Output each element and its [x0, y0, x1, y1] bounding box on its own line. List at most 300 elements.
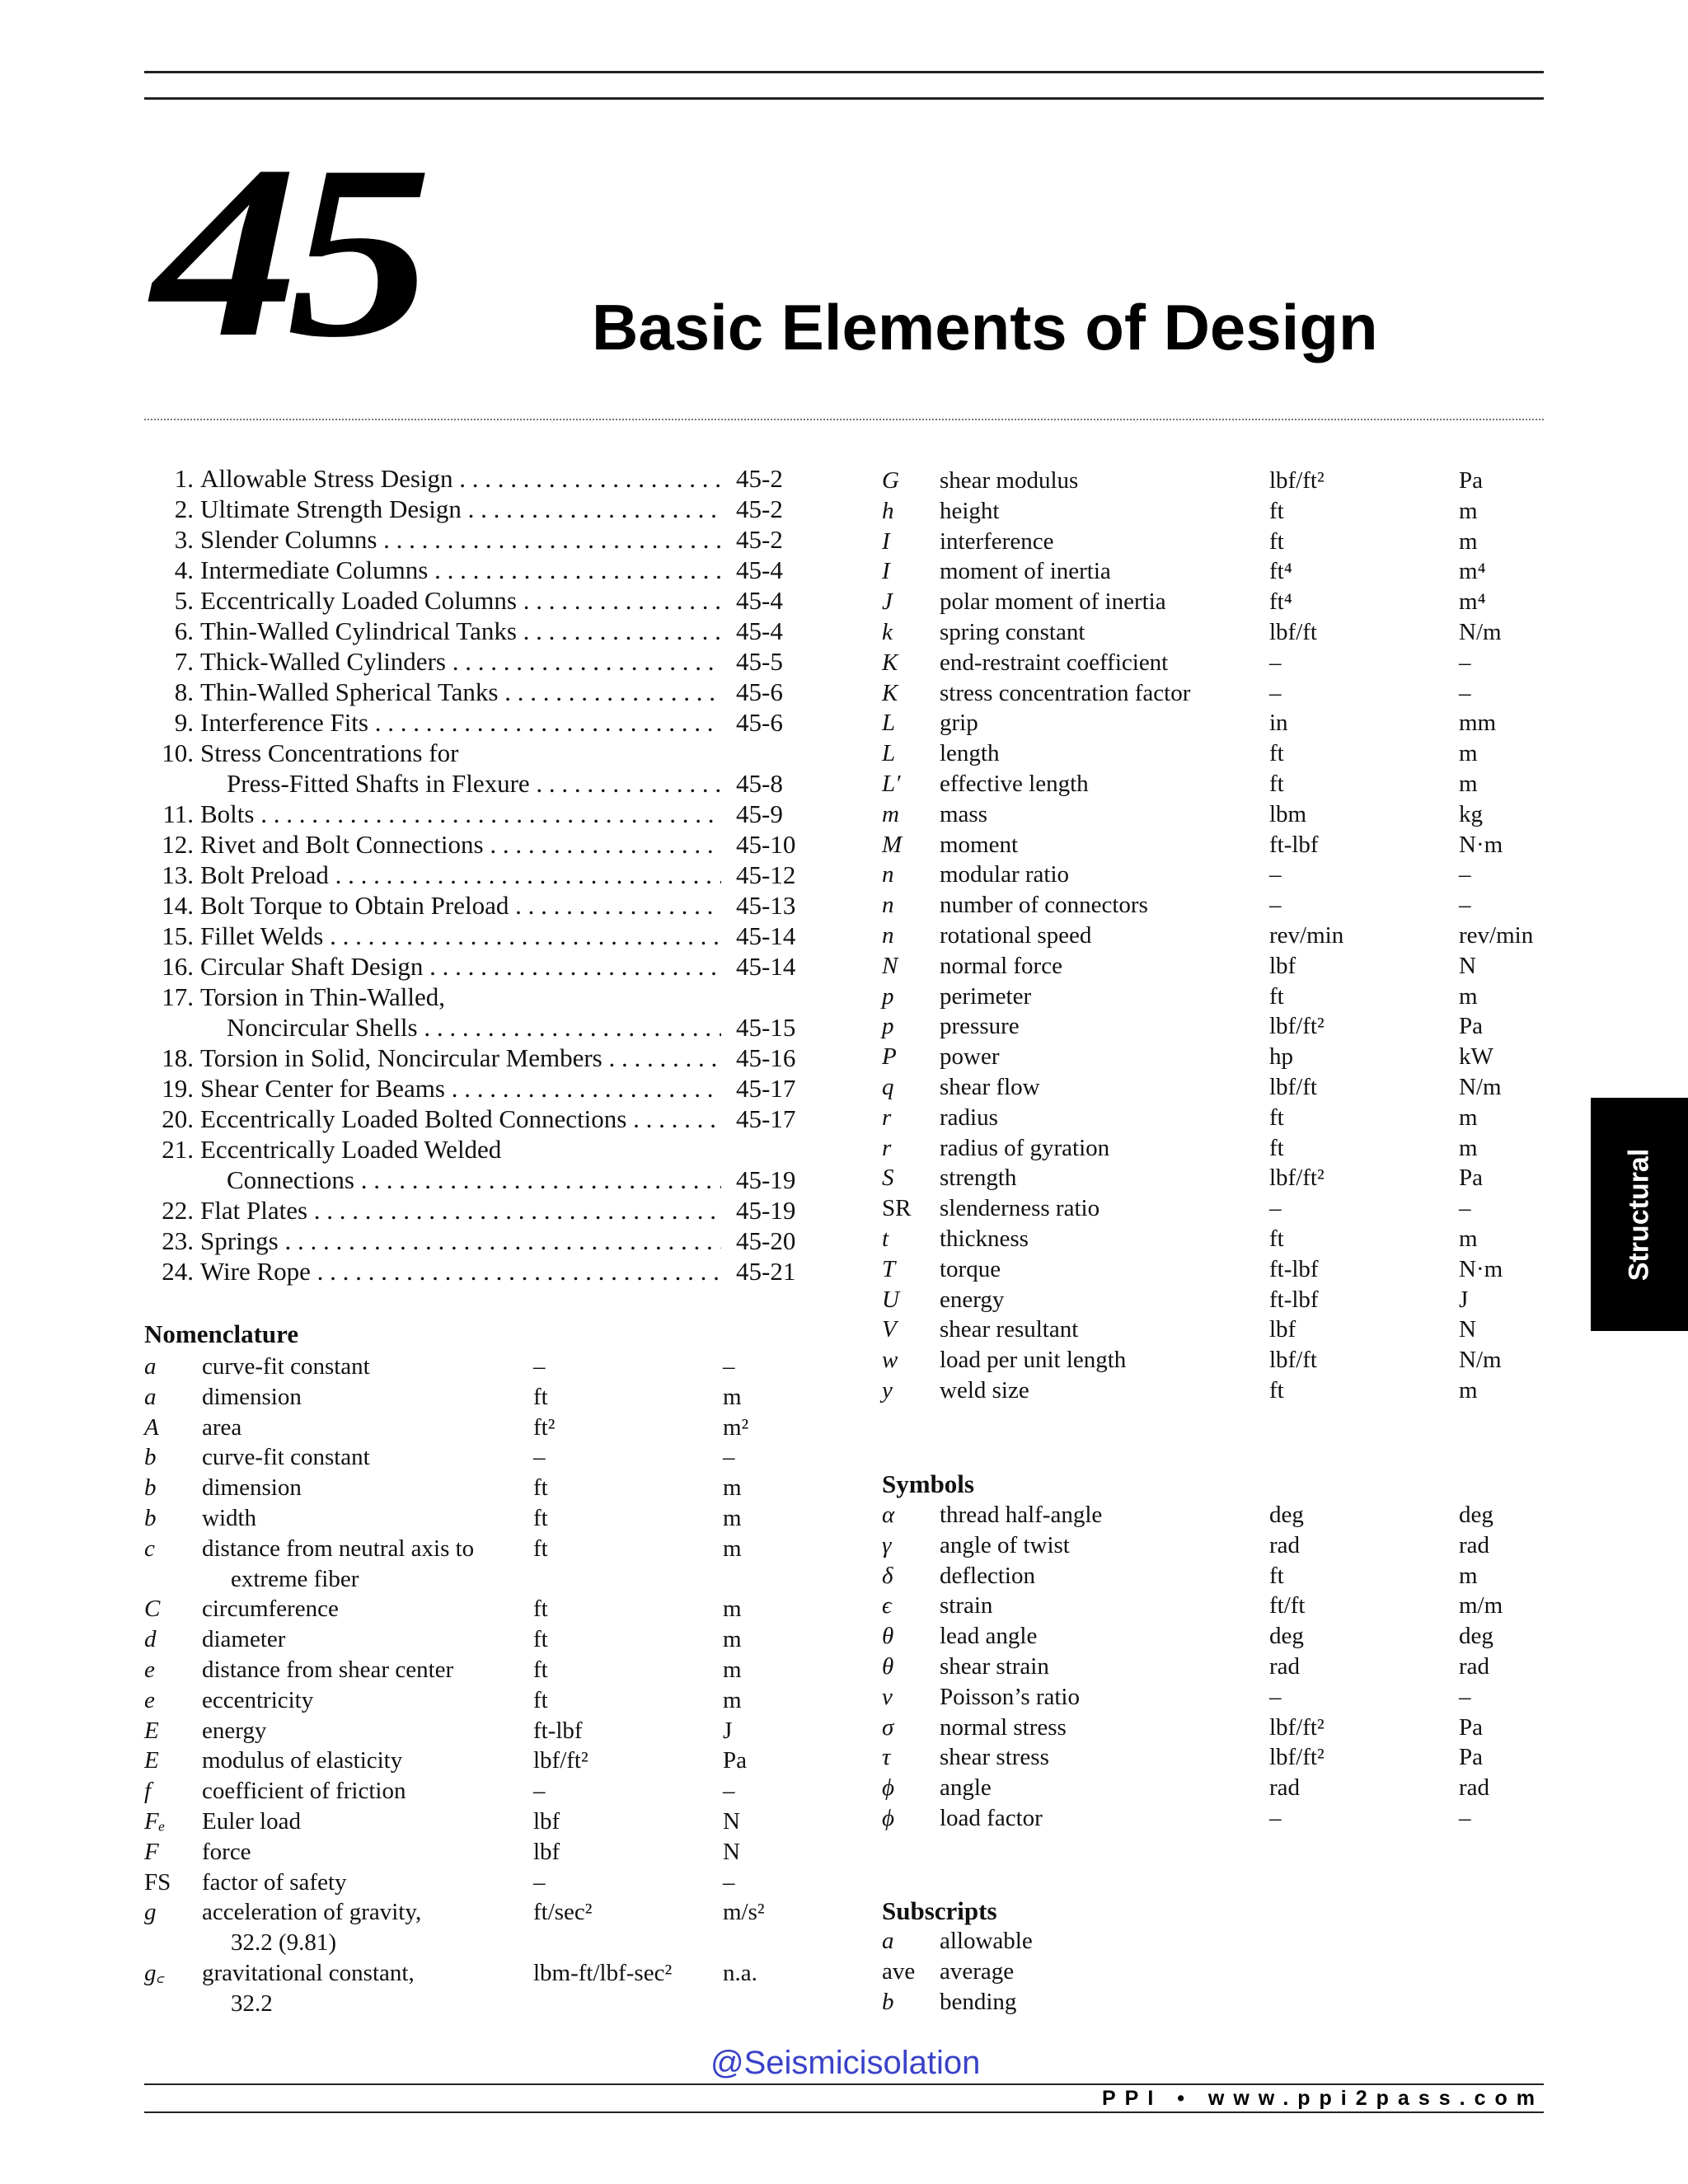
toc-page-number: 45-4 [736, 586, 783, 615]
si-units: m [723, 1504, 742, 1531]
description: radius of gyration [940, 1134, 1110, 1161]
description: shear stress [940, 1744, 1049, 1771]
toc-number: 24. [162, 1257, 194, 1286]
description: radius [940, 1104, 998, 1131]
si-units: m [723, 1596, 742, 1623]
description: energy [940, 1286, 1005, 1313]
toc-row [144, 677, 804, 707]
description: thickness [940, 1225, 1029, 1252]
description: perimeter [940, 982, 1032, 1010]
nomenclature-row [882, 1103, 1558, 1133]
description: spring constant [940, 618, 1085, 645]
toc-number: 1. [174, 464, 194, 493]
si-units: J [723, 1717, 733, 1744]
toc-row [144, 738, 804, 768]
nomenclature-row [882, 1682, 1558, 1713]
nomenclature-row [882, 1773, 1558, 1803]
si-units: m [1459, 527, 1478, 555]
description: strain [940, 1592, 993, 1619]
us-units: lbf/ft [1269, 1073, 1317, 1100]
toc-entry-title: Noncircular Shells . . . [227, 1012, 721, 1043]
description: width [202, 1504, 257, 1531]
symbol: r [882, 1134, 892, 1161]
nomenclature-list-left [144, 1352, 804, 2019]
symbol: M [882, 831, 903, 858]
description: circumference [202, 1596, 339, 1623]
si-units: m [1459, 1562, 1478, 1589]
symbol: K [882, 649, 898, 676]
toc-entry-title: Slender Columns . . . [200, 524, 721, 555]
us-units: lbf [533, 1807, 560, 1835]
symbol: h [882, 497, 894, 524]
si-units: m [1459, 982, 1478, 1010]
toc-page-number: 45-20 [736, 1226, 796, 1255]
us-units: – [533, 1353, 546, 1380]
symbol: I [882, 527, 890, 555]
symbol: c [144, 1535, 155, 1562]
toc-number: 7. [174, 647, 194, 676]
us-units: lbf/ft² [533, 1747, 588, 1774]
symbol: n [882, 892, 894, 919]
nomenclature-row [882, 1011, 1558, 1042]
nomenclature-row [882, 1561, 1558, 1591]
si-units: – [1459, 892, 1471, 919]
si-units: – [723, 1353, 735, 1380]
si-units: m [1459, 497, 1478, 524]
nomenclature-row [882, 1285, 1558, 1315]
nomenclature-row [144, 1534, 804, 1564]
symbol: α [882, 1502, 895, 1528]
symbol: L′ [882, 770, 901, 797]
nomenclature-row [144, 1382, 804, 1413]
description: diameter [202, 1626, 286, 1653]
si-units: m⁴ [1459, 558, 1486, 585]
description: power [940, 1043, 1000, 1071]
nomenclature-row [882, 890, 1558, 921]
toc-entry-title: Torsion in Thin-Walled, [200, 982, 445, 1011]
us-units: ft [533, 1535, 548, 1562]
nomenclature-row [882, 1042, 1558, 1072]
symbol: S [882, 1165, 894, 1192]
toc-number: 11. [162, 799, 194, 828]
symbols-heading: Symbols [882, 1469, 974, 1498]
symbol: ν [882, 1683, 893, 1710]
nomenclature-row [882, 1133, 1558, 1164]
toc-page-number: 45-13 [736, 891, 796, 920]
symbol: r [882, 1104, 892, 1131]
us-units: ft [533, 1504, 548, 1531]
symbol: θ [882, 1652, 894, 1680]
us-units: ft/sec² [533, 1899, 593, 1926]
si-units: N/m [1459, 618, 1502, 645]
symbol: q [882, 1073, 894, 1100]
description: acceleration of gravity, [202, 1899, 422, 1926]
description: extreme fiber [231, 1565, 359, 1592]
toc-page-number: 45-4 [736, 555, 783, 584]
description: dimension [202, 1474, 302, 1502]
top-rule-2 [144, 97, 1544, 100]
si-units: m [1459, 1376, 1478, 1404]
description: eccentricity [202, 1686, 314, 1713]
description: shear flow [940, 1073, 1040, 1100]
us-units: ft-lbf [1269, 831, 1319, 858]
description: effective length [940, 770, 1089, 797]
nomenclature-row [144, 1624, 804, 1655]
toc-number: 12. [162, 830, 194, 859]
si-units: rev/min [1459, 921, 1534, 949]
us-units: ft-lbf [533, 1717, 583, 1744]
description: angle of twist [940, 1531, 1070, 1558]
us-units: rad [1269, 1774, 1301, 1802]
description: weld size [940, 1376, 1029, 1404]
nomenclature-row [144, 1746, 804, 1776]
symbol: n [882, 861, 894, 888]
toc-row [144, 1043, 804, 1073]
toc-page-number: 45-10 [736, 830, 796, 859]
symbol: E [144, 1717, 159, 1744]
symbol: p [882, 1013, 894, 1040]
symbol: d [144, 1626, 157, 1653]
us-units: ft [1269, 497, 1284, 524]
symbol: ϵ [882, 1592, 892, 1619]
toc-page-number: 45-2 [736, 525, 783, 554]
us-units: – [1269, 1195, 1282, 1222]
nomenclature-row [144, 1958, 804, 1989]
nomenclature-row [882, 982, 1558, 1012]
description: grip [940, 710, 978, 737]
nomenclature-row [882, 738, 1558, 769]
description: angle [940, 1774, 992, 1802]
si-units: mm [1459, 710, 1497, 737]
description: distance from shear center [202, 1656, 454, 1683]
symbol: a [144, 1353, 157, 1380]
nomenclature-row [144, 1868, 804, 1898]
us-units: – [1269, 892, 1282, 919]
us-units: ft⁴ [1269, 558, 1292, 585]
toc-number: 22. [162, 1196, 194, 1225]
toc-number: 18. [162, 1043, 194, 1072]
si-units: m [1459, 1104, 1478, 1131]
nomenclature-heading: Nomenclature [144, 1319, 299, 1348]
description: torque [940, 1255, 1001, 1282]
si-units: kW [1459, 1043, 1493, 1071]
toc-page-number: 45-21 [736, 1257, 796, 1286]
nomenclature-row [882, 951, 1558, 982]
symbol: b [144, 1504, 157, 1531]
symbol: σ [882, 1713, 894, 1741]
description: pressure [940, 1013, 1020, 1040]
symbol: a [144, 1383, 157, 1410]
description: bending [940, 1988, 1017, 2015]
description: shear resultant [940, 1316, 1079, 1343]
nomenclature-row [882, 1803, 1558, 1834]
toc-number: 13. [162, 860, 194, 889]
nomenclature-row [144, 1473, 804, 1503]
toc-row [144, 585, 804, 616]
us-units: lbm-ft/lbf-sec² [533, 1959, 673, 1986]
toc-entry-title: Wire Rope . . . [200, 1256, 721, 1286]
description: modulus of elasticity [202, 1747, 403, 1774]
si-units: N [723, 1838, 740, 1865]
nomenclature-row [144, 1442, 804, 1473]
si-units: n.a. [723, 1959, 757, 1986]
watermark: @Seismicisolation [710, 2045, 981, 2081]
description: load factor [940, 1804, 1043, 1831]
toc-entry-title: Shear Center for Beams . . . [200, 1073, 721, 1104]
nomenclature-row [144, 1503, 804, 1534]
chapter-number: 45 [152, 115, 421, 388]
nomenclature-row [882, 708, 1558, 738]
symbol: k [882, 618, 893, 645]
nomenclature-row [882, 1376, 1558, 1406]
us-units: – [533, 1868, 546, 1896]
description: 32.2 [231, 1990, 273, 2017]
top-rule-1 [144, 71, 1544, 73]
us-units: – [1269, 1804, 1282, 1831]
us-units: – [533, 1444, 546, 1471]
us-units: ft [533, 1474, 548, 1502]
toc-page-number: 45-2 [736, 494, 783, 523]
us-units: ft [533, 1656, 548, 1683]
si-units: m [723, 1535, 742, 1562]
toc-number: 4. [174, 555, 194, 584]
toc-row [144, 1256, 804, 1286]
si-units: m [1459, 740, 1478, 767]
nomenclature-row [882, 1957, 1558, 1987]
symbol: N [882, 952, 898, 979]
nomenclature-row [882, 587, 1558, 617]
toc-entry-title: Eccentrically Loaded Welded [200, 1135, 502, 1164]
symbol: L [882, 740, 896, 767]
description: gravitational constant, [202, 1959, 415, 1986]
nomenclature-row [882, 1621, 1558, 1652]
nomenclature-row [882, 860, 1558, 890]
us-units: – [1269, 861, 1282, 888]
si-units: rad [1459, 1652, 1490, 1680]
symbol: b [144, 1444, 157, 1471]
toc-number: 9. [174, 708, 194, 737]
subscripts-heading: Subscripts [882, 1896, 997, 1925]
toc-row [144, 799, 804, 829]
nomenclature-row [882, 1193, 1558, 1224]
nomenclature-row [144, 1655, 804, 1685]
us-units: – [1269, 679, 1282, 706]
description: area [202, 1413, 242, 1441]
si-units: Pa [1459, 1013, 1483, 1040]
si-units: rad [1459, 1531, 1490, 1558]
symbol: e [144, 1656, 155, 1683]
toc-row [144, 1012, 804, 1043]
description: interference [940, 527, 1054, 555]
si-units: m [1459, 1134, 1478, 1161]
us-units: ft [1269, 527, 1284, 555]
symbol: I [882, 558, 890, 585]
toc-number: 5. [174, 586, 194, 615]
title-divider [144, 419, 1544, 420]
toc-entry-title: Bolt Preload . . . [200, 860, 721, 890]
nomenclature-row [882, 1224, 1558, 1254]
symbol: E [144, 1747, 159, 1774]
subscripts-list [882, 1926, 1558, 2017]
us-units: ft [533, 1626, 548, 1653]
us-units: ft [1269, 1104, 1284, 1131]
symbol: G [882, 467, 899, 494]
si-units: Pa [1459, 467, 1483, 494]
toc-entry-title: Thin-Walled Spherical Tanks . . . [200, 677, 721, 707]
symbol: t [882, 1225, 889, 1252]
us-units: rev/min [1269, 921, 1344, 949]
us-units: – [1269, 1683, 1282, 1710]
us-units: lbf/ft² [1269, 1744, 1325, 1771]
si-units: deg [1459, 1502, 1493, 1528]
toc-row [144, 555, 804, 585]
si-units: – [1459, 1195, 1471, 1222]
toc-number: 15. [162, 921, 194, 950]
description: strength [940, 1165, 1017, 1192]
symbol: θ [882, 1623, 894, 1650]
si-units: N·m [1459, 1255, 1503, 1282]
us-units: lbf [1269, 952, 1296, 979]
toc-row [144, 860, 804, 890]
si-units: Pa [1459, 1165, 1483, 1192]
toc-entry-title: Intermediate Columns . . . [200, 555, 721, 585]
nomenclature-row [882, 921, 1558, 951]
us-units: lbf/ft [1269, 618, 1317, 645]
si-units: – [1459, 861, 1471, 888]
toc-page-number: 45-2 [736, 464, 783, 493]
toc-entry-title: Thick-Walled Cylinders . . . [200, 646, 721, 677]
toc-number: 2. [174, 494, 194, 523]
si-units: – [1459, 1804, 1471, 1831]
si-units: m [723, 1656, 742, 1683]
description: normal stress [940, 1713, 1067, 1741]
nomenclature-row [144, 1594, 804, 1624]
description: load per unit length [940, 1347, 1127, 1374]
nomenclature-row [882, 617, 1558, 648]
description: force [202, 1838, 251, 1865]
nomenclature-row [882, 556, 1558, 587]
description: stress concentration factor [940, 679, 1191, 706]
symbol: K [882, 679, 898, 706]
si-units: N·m [1459, 831, 1503, 858]
toc-page-number: 45-17 [736, 1074, 796, 1103]
nomenclature-row [882, 1163, 1558, 1193]
toc-entry-title: Interference Fits . . . [200, 707, 721, 738]
footer-rule-bottom [144, 2111, 1544, 2113]
toc-entry-title: Bolt Torque to Obtain Preload . . . [200, 890, 721, 921]
toc-page-number: 45-19 [736, 1165, 796, 1194]
us-units: lbf/ft² [1269, 1713, 1325, 1741]
description: energy [202, 1717, 267, 1744]
nomenclature-row [144, 1352, 804, 1382]
si-units: – [723, 1444, 735, 1471]
section-tab [1591, 1098, 1688, 1331]
description: slenderness ratio [940, 1195, 1100, 1222]
toc-entry-title: Press-Fitted Shafts in Flexure . . . [227, 768, 721, 799]
toc-row [144, 1165, 804, 1195]
nomenclature-row [882, 1254, 1558, 1285]
symbol: P [882, 1043, 897, 1071]
symbol: a [882, 1928, 894, 1954]
symbol: T [882, 1255, 896, 1282]
si-units: – [1459, 649, 1471, 676]
description: length [940, 740, 1000, 767]
symbol: γ [882, 1531, 892, 1558]
symbol: g꜀ [144, 1959, 165, 1986]
description: modular ratio [940, 861, 1070, 888]
toc-entry-title: Ultimate Strength Design . . . [200, 494, 721, 524]
si-units: J [1459, 1286, 1469, 1313]
nomenclature-row [882, 1072, 1558, 1103]
toc-entry-title: Eccentrically Loaded Columns . . . [200, 585, 721, 616]
toc-page-number: 45-4 [736, 616, 783, 645]
description: allowable [940, 1928, 1033, 1954]
us-units: ft [533, 1596, 548, 1623]
si-units: m [723, 1474, 742, 1502]
us-units: ft [1269, 770, 1284, 797]
nomenclature-row [882, 830, 1558, 860]
us-units: ft [1269, 1134, 1284, 1161]
nomenclature-row [144, 1807, 804, 1837]
toc-entry-title: Circular Shaft Design . . . [200, 951, 721, 982]
us-units: in [1269, 710, 1288, 737]
nomenclature-list-right [882, 466, 1558, 1406]
table-of-contents [144, 463, 804, 1286]
nomenclature-row [882, 1987, 1558, 2018]
description: lead angle [940, 1623, 1038, 1650]
nomenclature-row [882, 1591, 1558, 1621]
toc-row [144, 1226, 804, 1256]
toc-row [144, 982, 804, 1012]
description: coefficient of friction [202, 1778, 406, 1805]
si-units: N [1459, 952, 1476, 979]
footer-url: PPI • www.ppi2pass.com [1101, 2087, 1544, 2110]
us-units: ft [1269, 1562, 1284, 1589]
symbol: y [882, 1376, 893, 1404]
symbols-list [882, 1500, 1558, 1834]
si-units: m/m [1459, 1592, 1503, 1619]
toc-page-number: 45-17 [736, 1104, 796, 1133]
description: mass [940, 800, 987, 827]
si-units: Pa [1459, 1744, 1483, 1771]
symbol: V [882, 1316, 897, 1343]
toc-number: 10. [162, 738, 194, 767]
nomenclature-row [144, 1685, 804, 1716]
us-units: – [533, 1778, 546, 1805]
si-units: m [1459, 1225, 1478, 1252]
si-units: m [723, 1383, 742, 1410]
toc-page-number: 45-9 [736, 799, 783, 828]
description: number of connectors [940, 892, 1148, 919]
toc-number: 21. [162, 1135, 194, 1164]
toc-number: 16. [162, 952, 194, 981]
description: factor of safety [202, 1868, 347, 1896]
si-units: m⁴ [1459, 588, 1486, 616]
us-units: ft-lbf [1269, 1286, 1319, 1313]
description: distance from neutral axis to [202, 1535, 475, 1562]
us-units: deg [1269, 1623, 1304, 1650]
us-units: lbm [1269, 800, 1307, 827]
nomenclature-row [882, 1926, 1558, 1957]
us-units: lbf/ft [1269, 1347, 1317, 1374]
toc-page-number: 45-6 [736, 708, 783, 737]
toc-number: 23. [162, 1226, 194, 1255]
toc-page-number: 45-15 [736, 1013, 796, 1042]
description: height [940, 497, 1000, 524]
symbol: w [882, 1347, 898, 1374]
toc-number: 17. [162, 982, 194, 1011]
toc-row [144, 921, 804, 951]
